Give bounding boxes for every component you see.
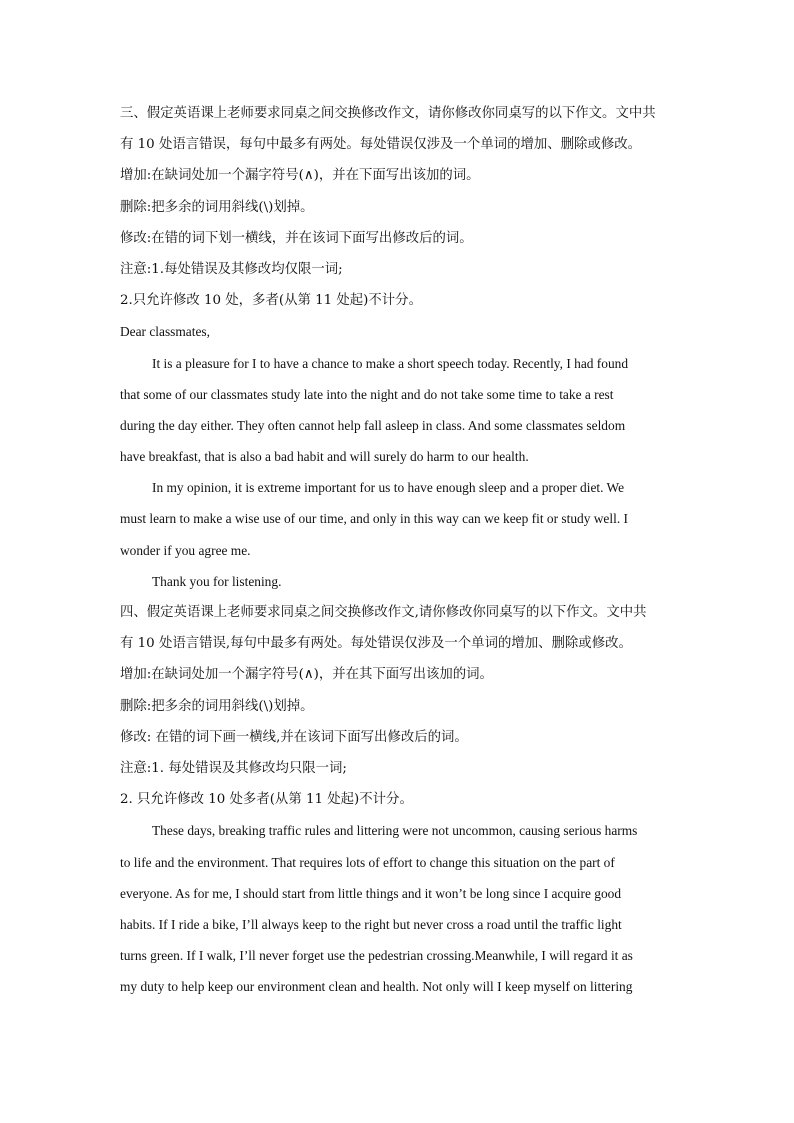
section3-note2: 2.只允许修改 10 处，多者(从第 11 处起)不计分。 bbox=[120, 293, 422, 309]
section3-heading-line1: 三、假定英语课上老师要求同桌之间交换修改作文，请你修改你同桌写的以下作文。文中共 bbox=[120, 106, 656, 121]
section4-heading-line1: 四、假定英语课上老师要求同桌之间交换修改作文,请你修改你同桌写的以下作文。文中共 bbox=[120, 605, 647, 620]
section4-delete-rule: 删除:把多余的词用斜线(\)划掉。 bbox=[120, 698, 314, 714]
section4-add-rule: 增加:在缺词处加一个漏字符号(∧)，并在其下面写出该加的词。 bbox=[120, 667, 493, 683]
section4-note1: 注意:1. 每处错误及其修改均只限一词; bbox=[120, 760, 347, 776]
section4-note2: 2. 只允许修改 10 处多者(从第 11 处起)不计分。 bbox=[120, 792, 413, 808]
section4-paragraph1-line2: to life and the environment. That requires lots of effort to change this situation on the part of bbox=[120, 854, 615, 870]
section3-heading-line2: 有 10 处语言错误，每句中最多有两处。每处错误仅涉及一个单词的增加、删除或修改。 bbox=[120, 137, 642, 153]
section3-delete-rule: 删除:把多余的词用斜线(\)划掉。 bbox=[120, 199, 314, 215]
section3-paragraph1-line3: during the day either. They often cannot help fall asleep in class. And some classmates seldom bbox=[120, 417, 626, 433]
section3-paragraph2-line1: In my opinion, it is extreme important for us to have enough sleep and a proper diet. We bbox=[152, 480, 625, 496]
section4-heading-line2: 有 10 处语言错误,每句中最多有两处。每处错误仅涉及一个单词的增加、删除或修改。 bbox=[120, 636, 632, 652]
section4-paragraph1-line4: habits. If I ride a bike, I’ll always keep to the right but never cross a road until the traffic light bbox=[120, 916, 622, 932]
section4-paragraph1-line3: everyone. As for me, I should start from little things and it won’t be long since I acquire good bbox=[120, 885, 622, 901]
section3-note1: 注意:1.每处错误及其修改均仅限一词; bbox=[120, 261, 343, 277]
section3-paragraph2-line2: must learn to make a wise use of our time, and only in this way can we keep fit or study well. I bbox=[120, 511, 628, 527]
section3-paragraph2-line3: wonder if you agree me. bbox=[120, 542, 251, 558]
section3-paragraph1-line4: have breakfast, that is also a bad habit and will surely do harm to our health. bbox=[120, 449, 529, 465]
section3-paragraph1-line2: that some of our classmates study late into the night and do not take some time to take a rest bbox=[120, 386, 614, 402]
section3-paragraph1-line1: It is a pleasure for I to have a chance to make a short speech today. Recently, I had found bbox=[152, 355, 629, 371]
section3-modify-rule: 修改:在错的词下划一横线，并在该词下面写出修改后的词。 bbox=[120, 230, 473, 246]
section4-modify-rule: 修改: 在错的词下画一横线,并在该词下面写出修改后的词。 bbox=[120, 729, 468, 745]
section3-closing: Thank you for listening. bbox=[152, 573, 282, 589]
section3-add-rule: 增加:在缺词处加一个漏字符号(∧)，并在下面写出该加的词。 bbox=[120, 168, 480, 184]
section3-greeting: Dear classmates, bbox=[120, 324, 210, 340]
section4-paragraph1-line6: my duty to help keep our environment clean and health. Not only will I keep myself on littering bbox=[120, 979, 633, 995]
section4-paragraph1-line5: turns green. If I walk, I’ll never forget use the pedestrian crossing.Meanwhile, I will regard it as bbox=[120, 948, 633, 964]
section4-paragraph1-line1: These days, breaking traffic rules and littering were not uncommon, causing serious harms bbox=[152, 823, 638, 839]
